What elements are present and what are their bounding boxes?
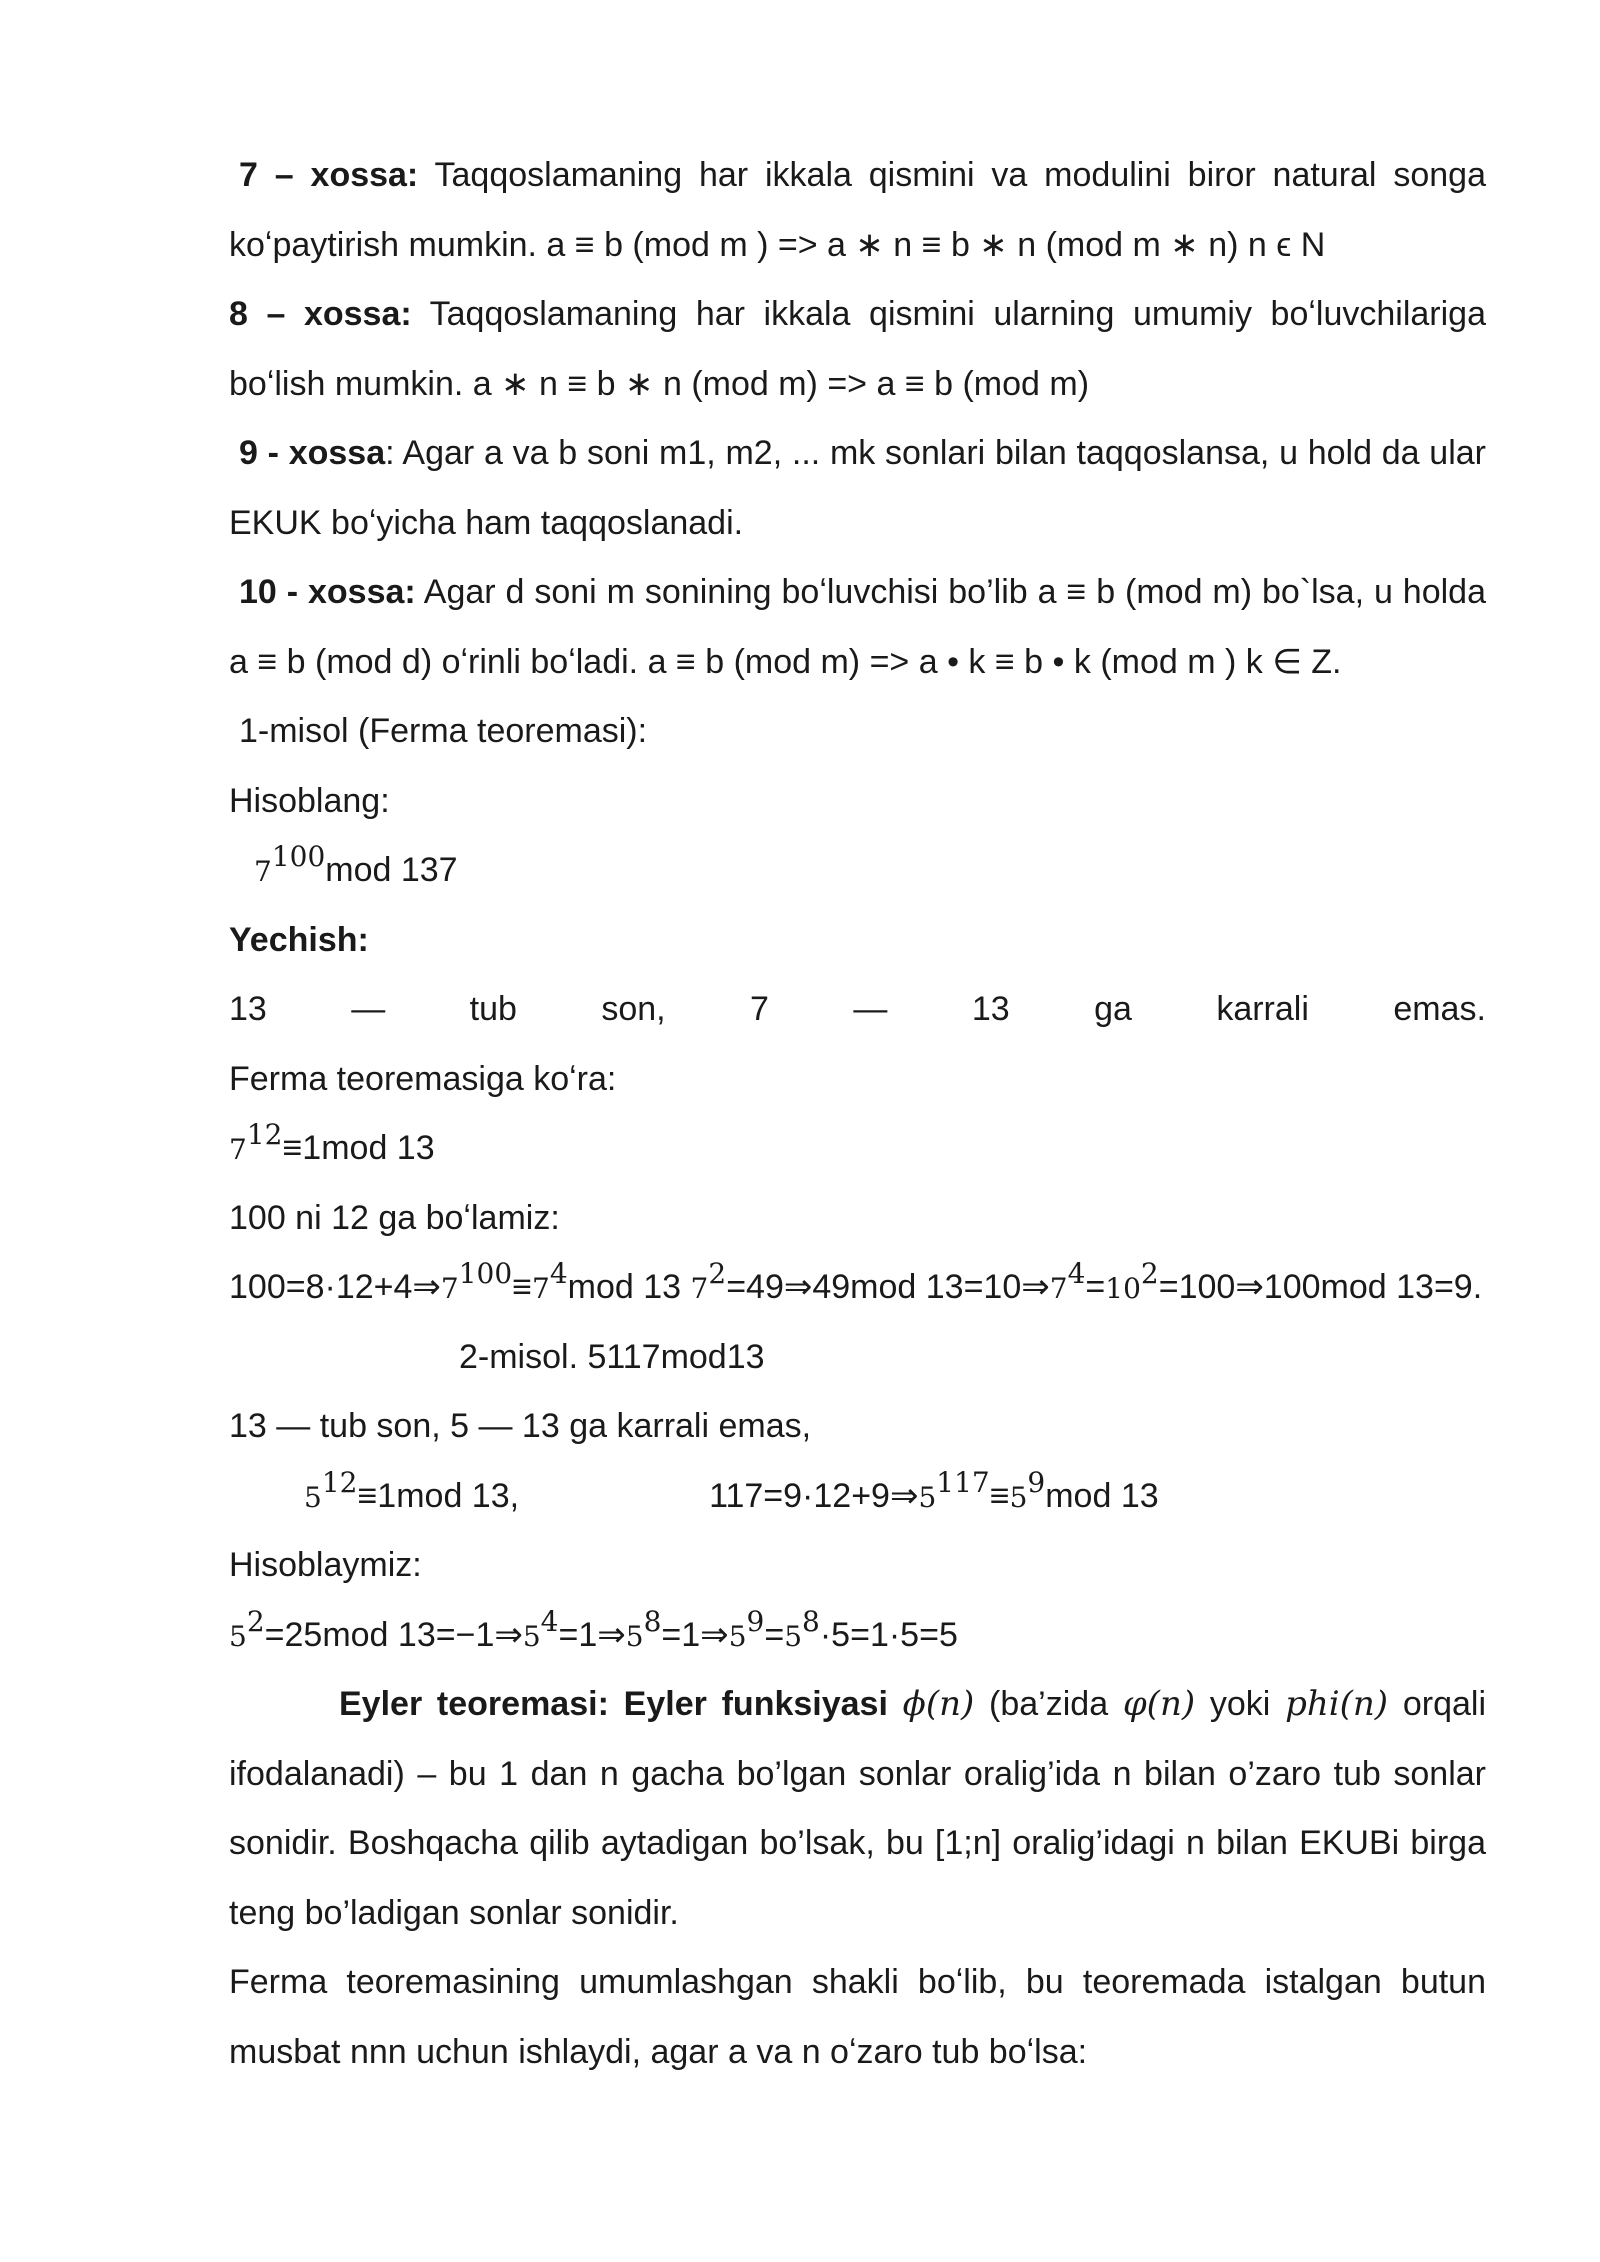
statement-word: — <box>351 990 386 1028</box>
property-8-line1 <box>229 284 1486 354</box>
calc-exponent: 8 <box>802 1604 820 1638</box>
ferma-general-line1: Ferma teoremasining umumlashgan shakli boʻlib, bu teoremada istalgan butun <box>229 1963 1486 2001</box>
example-2-calculation <box>229 1605 1486 1675</box>
statement-word: 13 <box>229 990 267 1028</box>
congruence-rest: ≡1mod 13, <box>357 1476 520 1515</box>
expr-rest: mod 137 <box>325 851 458 889</box>
calc-part: ·5=1·5=5 <box>819 1615 958 1654</box>
statement-word: karrali <box>1216 990 1309 1028</box>
calc-exponent: 8 <box>643 1604 662 1638</box>
example-1-expression <box>229 840 1486 910</box>
calc-exponent: 100 <box>458 1257 513 1290</box>
calc-part: =100⇒100mod 13=9. <box>1158 1268 1483 1306</box>
example-2-statement: 13 — tub son, 5 — 13 ga karrali emas, <box>229 1407 812 1445</box>
calc-exponent: 2 <box>1140 1257 1159 1290</box>
calc-part: =1⇒ <box>558 1615 626 1654</box>
statement-word: — <box>853 990 888 1028</box>
property-9-line1 <box>229 423 1486 493</box>
euler-line4: teng bo’ladigan sonlar sonidir. <box>229 1893 679 1932</box>
euler-line2: ifodalanadi) – bu 1 dan n gacha bo’lgan sonlar oralig’ida n bilan o’zaro tub sonlar <box>229 1754 1486 1793</box>
division-base: 5 <box>1009 1480 1028 1514</box>
example-1-yechish <box>229 910 1486 980</box>
example-2-title: 2-misol. 5117mod13 <box>459 1337 765 1376</box>
division-mid: ≡ <box>989 1476 1010 1515</box>
example-2-hisoblaymiz: Hisoblaymiz: <box>229 1546 422 1584</box>
statement-word: ga <box>1094 990 1132 1028</box>
property-10-label: 10 - xossa: <box>239 573 416 611</box>
calc-exponent: 2 <box>708 1257 727 1290</box>
ferma-base: 7 <box>229 1133 247 1166</box>
calc-part: =49⇒49mod 13=10⇒ <box>726 1268 1050 1306</box>
yechish-label: Yechish: <box>229 920 369 959</box>
calc-base: 7 <box>532 1272 550 1305</box>
property-10-line2: a ≡ b (mod d) oʻrinli boʻladi. a ≡ b (mod m) => a • k ≡ b • k (mod m ) k ∈ Z. <box>229 642 1342 681</box>
calc-exponent: 4 <box>540 1604 559 1638</box>
phi-symbol: ϕ(n) <box>902 1684 975 1724</box>
property-8-line2: boʻlish mumkin. a ∗ n ≡ b ∗ n (mod m) => a ≡ b (mod m) <box>229 364 1090 403</box>
congruence-base: 5 <box>304 1480 322 1514</box>
euler-line3: sonidir. Boshqacha qilib aytadigan bo’lsak, bu [1;n] oralig’idagi n bilan EKUBi birga <box>229 1824 1486 1862</box>
euler-text: yoki <box>1195 1685 1286 1723</box>
property-7-line1 <box>229 145 1486 215</box>
property-7-label: 7 – xossa: <box>239 156 419 194</box>
division-exponent: 117 <box>936 1465 990 1499</box>
property-9-text: : Agar a va b soni m1, m2, ... mk sonlari bilan taqqoslansa, u hold da ular <box>385 434 1486 472</box>
calc-exponent: 2 <box>246 1604 265 1638</box>
division-exponent: 9 <box>1027 1465 1046 1499</box>
example-1-title: 1-misol (Ferma teoremasi): <box>239 712 648 750</box>
calc-part: = <box>1085 1268 1106 1306</box>
calc-exponent: 4 <box>549 1257 568 1290</box>
statement-word: 13 <box>971 990 1010 1028</box>
calc-base: 5 <box>784 1619 803 1653</box>
euler-text: orqali <box>1388 1685 1486 1723</box>
calc-part: = <box>764 1615 785 1654</box>
division-lead: 117=9·12+9⇒ <box>709 1476 919 1515</box>
calc-base: 5 <box>728 1619 747 1653</box>
euler-line1 <box>229 1674 1486 1744</box>
calc-base: 10 <box>1105 1272 1141 1305</box>
example-1-statement <box>229 979 1486 1049</box>
phi-word: phi(n) <box>1285 1684 1389 1724</box>
division-base: 5 <box>918 1480 937 1514</box>
property-10-text: Agar d soni m sonining boʻluvchisi bo’lib a ≡ b (mod m) bo`lsa, u holda <box>415 573 1486 611</box>
statement-word: son, <box>601 990 666 1028</box>
statement-word: emas. <box>1393 990 1486 1028</box>
varphi-symbol: φ(n) <box>1122 1684 1196 1724</box>
property-8-label: 8 – xossa: <box>229 295 412 333</box>
expr-exponent: 100 <box>271 840 326 873</box>
example-1-hisoblang: Hisoblang: <box>229 781 390 820</box>
calc-base: 7 <box>440 1272 459 1305</box>
ferma-general-line2: musbat nnn uchun ishlaydi, agar a va n oʻzaro tub boʻlsa: <box>229 2032 1088 2071</box>
ferma-exponent: 12 <box>246 1118 283 1151</box>
calc-exponent: 4 <box>1067 1257 1086 1290</box>
property-9-line2: EKUK boʻyicha ham taqqoslanadi. <box>229 503 744 542</box>
example-1-calculation <box>229 1257 1486 1327</box>
expr-base: 7 <box>254 855 272 888</box>
ferma-rest: ≡1mod 13 <box>282 1129 435 1167</box>
property-9-label: 9 - xossa <box>239 434 386 472</box>
congruence-exponent: 12 <box>321 1465 358 1499</box>
statement-word: tub <box>469 990 517 1028</box>
calc-part: ≡ <box>512 1268 533 1306</box>
calc-part: =25mod 13=−1⇒ <box>264 1615 523 1654</box>
euler-text: (ba’zida <box>974 1685 1123 1723</box>
calc-part: =1⇒ <box>661 1615 729 1654</box>
property-7-text: Taqqoslamaning har ikkala qismini va modulini biror natural songa <box>418 156 1486 194</box>
calc-base: 5 <box>229 1619 247 1653</box>
example-1-ferma-congruence <box>229 1118 1486 1188</box>
document-page <box>229 145 1486 2091</box>
calc-part: 100=8·12+4⇒ <box>229 1268 441 1306</box>
euler-label: Eyler teoremasi: <box>339 1685 609 1723</box>
calc-base: 5 <box>625 1619 644 1653</box>
example-1-ferma-line: Ferma teoremasiga koʻra: <box>229 1059 617 1098</box>
property-7-line2: koʻpaytirish mumkin. a ≡ b (mod m ) => a ∗ n ≡ b ∗ n (mod m ∗ n) n ϵ N <box>229 225 1326 264</box>
example-1-division-line: 100 ni 12 ga boʻlamiz: <box>229 1198 560 1237</box>
calc-base: 7 <box>690 1272 709 1305</box>
calc-exponent: 9 <box>746 1604 765 1638</box>
calc-base: 5 <box>522 1619 541 1653</box>
example-2-congruences <box>229 1466 1486 1536</box>
property-10-line1 <box>229 562 1486 632</box>
euler-function-label: Eyler funksiyasi <box>608 1685 903 1723</box>
division-rest: mod 13 <box>1045 1476 1159 1515</box>
calc-base: 7 <box>1049 1272 1068 1305</box>
statement-word: 7 <box>750 990 769 1028</box>
calc-part: mod 13 <box>567 1268 691 1306</box>
property-8-text: Taqqoslamaning har ikkala qismini ularning umumiy boʻluvchilariga <box>411 295 1486 333</box>
